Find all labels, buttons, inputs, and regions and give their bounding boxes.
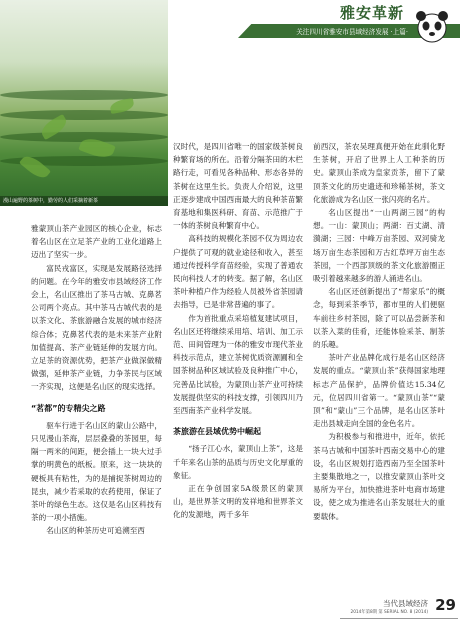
paragraph: 作为首批重点采培植复建试项目，名山区还将继续采用培、培训、加工示范、田间管理为一体的雅安市现代茶业科技示范点，建立茶树优质资源圃和全国茶树品种区域试验及良种推广中心，完善品比试验，为蒙顶山茶产业可持续发展提供坚实的科技支撑，引领四川乃至西南茶产业科学发展。: [173, 313, 303, 416]
magazine-name: 当代县域经济: [383, 599, 428, 608]
paragraph: 名山区提出“一山两湖三园”的构想。一山：蒙顶山；两湖：百丈湖、清漪湖；三园：中峰万亩茶园、双河骑龙场万亩生态茶园和万古红草坪万亩生态茶园，一个西部顶级的茶文化旅游圈正吸引着越来越多的游人涌进名山。: [313, 208, 445, 284]
paragraph: 为积极参与和推进中，近年，依托茶马古城和中国茶叶西南交易中心的建设，名山区规划打造西南乃至全国茶叶主要集散地之一，以推安蒙顶山茶叶交易所为平台，加快推进茶叶电商市场建设，使之成为推进名山茶发展壮大的重要载体。: [313, 432, 445, 521]
paragraph: “扬子江心水，蒙顶山上茶”，这是千年来名山茶的品质与历史文化厚重的象征。: [173, 444, 303, 480]
section-title: 雅安革新: [339, 4, 404, 22]
paragraph: 茶叶产业品牌化成行是名山区经济发展的重点。“蒙顶山茶”获得国家地理标志产品保护，品牌价值达15.34亿元，位居四川省第一。“蒙顶山茶”“蒙顶”和“蒙山”三个品牌，是名山区茶叶走出县城走向全国的金色名片。: [313, 353, 445, 429]
article-column-3: [313, 140, 445, 523]
page-footer: [340, 596, 458, 622]
paragraph: 汉时代，是四川省唯一的国家级茶树良种繁育场的所在。沿着分隔茶田的木栏路行走，可看见各种品种、形态各异的茶树在这里生长。负责人介绍说，这里正逐步建成中国西南最大的良种茶苗繁育基地和集医科研、育苗、示范推广于一体的茶树良种繁育中心。: [173, 142, 303, 231]
paragraph: 正在争创国家5A级景区的蒙顶山，是世界茶文明的发祥地和世界茶文化的发源地，两千多年: [173, 484, 303, 520]
photo-caption: 漫山遍野的茶树中，勤劳的人们采摘着新茶: [0, 196, 168, 206]
paragraph: 驱车行进于名山区的蒙山公路中，只见漫山茶海，层层叠叠的茶园里，每隔一两米的间距，便会插上一块大过手掌的明黄色的纸板。原来，这一块块的硬板具有粘性，为的是捕捉茶树周边的昆虫，减少若采取的农药使用，保证了茶叶的绿色生态。这仅是名山区科技有茶的一项小措施。: [31, 420, 162, 523]
section-subtitle: 关注四川省雅安市县域经济发展 ·上篇·: [296, 28, 408, 36]
tea-row-1: [0, 90, 168, 100]
article-column-1: [31, 222, 162, 538]
tea-garden-photo: [0, 0, 168, 206]
article-column-2: [173, 140, 303, 522]
section-heading: “茗都”的专精尖之路: [31, 403, 106, 413]
issue-info: 2014年第8期 第 SERIAL NO. 8 (2014): [350, 610, 428, 615]
panda-icon: [412, 6, 452, 46]
section-heading: 茶旅游在县域优势中崛起: [173, 427, 261, 437]
section-header: [230, 2, 460, 46]
page-number: 29: [435, 596, 456, 614]
tea-row-2: [0, 110, 168, 120]
paragraph: 名山区还创新提出了“帮家乐”的概念，每到采茶季节，都市里的人们便驱车前往乡村茶园，除了可以品尝新茶和以茶入菜的佳肴，还能体验采茶、制茶的乐趣。: [313, 287, 445, 350]
paragraph: 雅蒙顶山茶产业园区的核心企业，标志着名山区在立足茶产业的工业化道路上迈出了坚实一步。: [31, 224, 162, 260]
footer-rule: [340, 618, 458, 619]
paragraph: 前西汉，茶农吴理真便开始在此驯化野生茶树，开启了世界上人工种茶的历史。蒙顶山茶成为皇家贡茶，留下了蒙顶茶文化的历史遗迹和珍稀茶树，茶文化旅游成为名山区一张闪亮的名片。: [313, 142, 445, 204]
paragraph: 名山区的种茶历史可追溯至西: [46, 526, 145, 536]
paragraph: 富民戎富区，实现是发展路径选择的问题。在今年的雅安市县域经济工作会上，名山区推出了茶马古城、克鼻茗公司两个亮点。其中茶马古城代表的是以茶文化、茶旅游融合发展的城市经济综合体；克鼻茗代表的是未来茶产业附加值提高、茶产业链延伸的发展方向。立足茶的资源优势，把茶产业做深做精做强，延伸茶产业链，力争茶民与区域一齐实现，这便是名山区的现实选择。: [31, 263, 162, 392]
paragraph: 高科技的规模化茶园不仅为周边农户提供了可观的就业途径和收入，甚至通过传授科学育苗经验，实现了普通农民向科技人才的转变。据了解，名山区茶叶种植户作为经验人员被外省茶园请去指导，已是非常普遍的事了。: [173, 234, 303, 310]
